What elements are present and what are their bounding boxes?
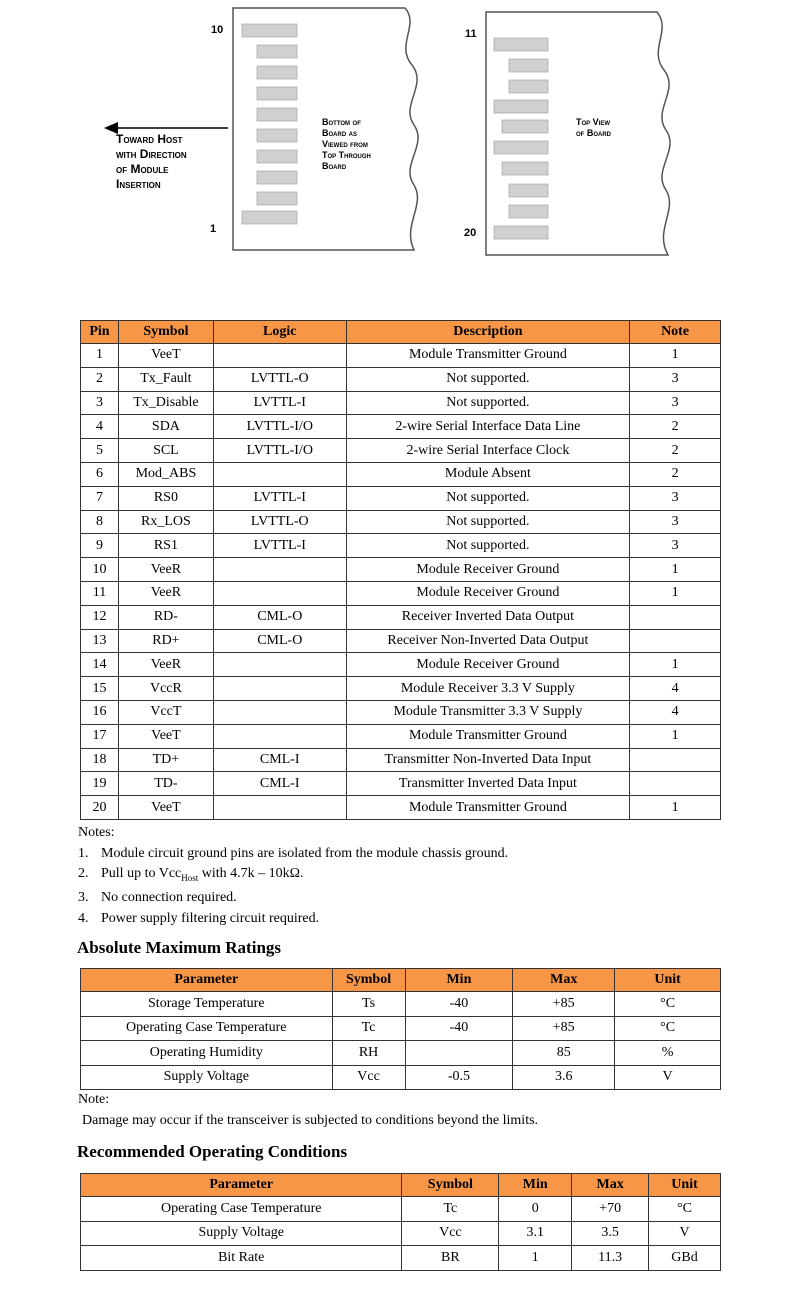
- header-max: Max: [513, 969, 615, 992]
- note-text: No connection required.: [101, 890, 237, 906]
- note-text-pre: Pull up to Vcc: [101, 866, 182, 881]
- right-pin-top-label: 11: [465, 28, 477, 40]
- note-text: Module circuit ground pins are isolated from the module chassis ground.: [101, 845, 509, 861]
- table-cell: 11.3: [572, 1246, 649, 1271]
- table-cell: 2-wire Serial Interface Data Line: [346, 415, 629, 439]
- table-cell: 9: [81, 534, 119, 558]
- table-cell: Bit Rate: [81, 1246, 402, 1271]
- table-row: [81, 1065, 721, 1090]
- table-cell: 16: [81, 700, 119, 724]
- header-min: Min: [405, 969, 513, 992]
- table-cell: Storage Temperature: [81, 992, 333, 1017]
- table-cell: 1: [630, 653, 721, 677]
- table-cell: Module Receiver Ground: [346, 558, 629, 582]
- table-cell: 13: [81, 629, 119, 653]
- table-cell: 4: [630, 677, 721, 701]
- table-cell: CML-O: [213, 605, 346, 629]
- table-row: [81, 367, 721, 391]
- table-cell: Module Transmitter 3.3 V Supply: [346, 700, 629, 724]
- table-row: [81, 439, 721, 463]
- table-cell: 14: [81, 653, 119, 677]
- rec-op-title: Recommended Operating Conditions: [77, 1142, 348, 1161]
- note-number: 4.: [78, 910, 89, 926]
- table-cell: TD-: [118, 772, 213, 796]
- header-note: Note: [630, 321, 721, 344]
- table-cell: BR: [402, 1246, 499, 1271]
- table-cell: 3.5: [572, 1221, 649, 1246]
- left-pin-bottom-label: 1: [210, 223, 217, 235]
- abs-max-table-body: [81, 992, 721, 1090]
- caption-line: Board as: [322, 128, 358, 138]
- pin-definition-table: [80, 320, 721, 820]
- header-description: Description: [346, 321, 629, 344]
- table-cell: Operating Case Temperature: [81, 1197, 402, 1222]
- table-cell: Tx_Fault: [118, 367, 213, 391]
- table-cell: Tc: [332, 1016, 405, 1041]
- table-cell: +85: [513, 1016, 615, 1041]
- table-cell: 2-wire Serial Interface Clock: [346, 439, 629, 463]
- note-text: [101, 864, 304, 888]
- caption-line: of Module: [116, 162, 169, 176]
- table-header-row: [81, 969, 721, 992]
- table-row: [81, 796, 721, 820]
- table-cell: Vcc: [332, 1065, 405, 1090]
- note-text: Power supply filtering circuit required.: [101, 910, 320, 926]
- table-row: [81, 1041, 721, 1066]
- caption-line: Board: [322, 161, 347, 171]
- table-row: [81, 629, 721, 653]
- table-cell: 2: [81, 367, 119, 391]
- header-unit: Unit: [649, 1174, 721, 1197]
- left-board-caption: [322, 117, 371, 172]
- table-cell: CML-I: [213, 772, 346, 796]
- table-cell: %: [615, 1041, 721, 1066]
- table-cell: +85: [513, 992, 615, 1017]
- caption-line: Bottom of: [322, 117, 361, 127]
- right-board-caption: [576, 117, 611, 139]
- table-cell: GBd: [649, 1246, 721, 1271]
- caption-line: Top Through: [322, 150, 371, 160]
- table-row: [81, 344, 721, 368]
- table-cell: [213, 653, 346, 677]
- table-cell: 1: [81, 344, 119, 368]
- table-cell: 2: [630, 415, 721, 439]
- table-cell: 3: [630, 534, 721, 558]
- header-min: Min: [499, 1174, 572, 1197]
- table-cell: 6: [81, 462, 119, 486]
- table-cell: SDA: [118, 415, 213, 439]
- table-cell: Operating Case Temperature: [81, 1016, 333, 1041]
- table-cell: VeeR: [118, 653, 213, 677]
- note-item: [78, 864, 508, 888]
- header-logic: Logic: [213, 321, 346, 344]
- table-cell: 3: [630, 510, 721, 534]
- table-row: [81, 581, 721, 605]
- table-cell: [630, 772, 721, 796]
- table-cell: 1: [630, 724, 721, 748]
- table-cell: VccT: [118, 700, 213, 724]
- table-row: [81, 653, 721, 677]
- note-title: Note:: [78, 1092, 110, 1107]
- rec-op-table: [80, 1173, 721, 1271]
- rec-op-table-body: [81, 1197, 721, 1271]
- table-cell: 18: [81, 748, 119, 772]
- table-cell: RH: [332, 1041, 405, 1066]
- table-cell: 4: [81, 415, 119, 439]
- table-cell: LVTTL-I: [213, 391, 346, 415]
- abs-max-table: [80, 968, 721, 1090]
- table-cell: 11: [81, 581, 119, 605]
- table-cell: Tc: [402, 1197, 499, 1222]
- table-cell: RS1: [118, 534, 213, 558]
- table-cell: Vcc: [402, 1221, 499, 1246]
- table-cell: [213, 700, 346, 724]
- table-cell: [213, 581, 346, 605]
- table-cell: Not supported.: [346, 367, 629, 391]
- left-pin-top-label: 10: [211, 24, 224, 36]
- table-cell: LVTTL-O: [213, 367, 346, 391]
- table-cell: 3.1: [499, 1221, 572, 1246]
- note-number: 2.: [78, 866, 89, 881]
- table-cell: LVTTL-O: [213, 510, 346, 534]
- table-cell: 12: [81, 605, 119, 629]
- table-cell: Module Receiver 3.3 V Supply: [346, 677, 629, 701]
- table-cell: LVTTL-I/O: [213, 439, 346, 463]
- table-cell: [213, 724, 346, 748]
- table-cell: LVTTL-I/O: [213, 415, 346, 439]
- header-symbol: Symbol: [332, 969, 405, 992]
- note-text: Damage may occur if the transceiver is subjected to conditions beyond the limits.: [82, 1112, 539, 1128]
- table-cell: CML-O: [213, 629, 346, 653]
- table-cell: VeeT: [118, 344, 213, 368]
- table-cell: 7: [81, 486, 119, 510]
- note-item: [78, 888, 508, 909]
- table-cell: 85: [513, 1041, 615, 1066]
- table-cell: 10: [81, 558, 119, 582]
- table-row: [81, 391, 721, 415]
- table-cell: 3: [630, 367, 721, 391]
- table-cell: Ts: [332, 992, 405, 1017]
- table-cell: 1: [630, 796, 721, 820]
- table-cell: V: [615, 1065, 721, 1090]
- table-row: [81, 1246, 721, 1271]
- caption-line: Toward Host: [116, 132, 183, 146]
- table-cell: Module Transmitter Ground: [346, 724, 629, 748]
- note-item: [78, 909, 508, 930]
- table-cell: [405, 1041, 513, 1066]
- table-cell: 3: [630, 391, 721, 415]
- pin-table-body: [81, 344, 721, 820]
- header-parameter: Parameter: [81, 1174, 402, 1197]
- table-cell: [213, 344, 346, 368]
- table-cell: [213, 796, 346, 820]
- table-cell: RS0: [118, 486, 213, 510]
- table-row: [81, 510, 721, 534]
- caption-line: Top View: [576, 117, 611, 127]
- table-cell: 8: [81, 510, 119, 534]
- table-cell: 3.6: [513, 1065, 615, 1090]
- host-direction-caption: [116, 132, 187, 192]
- table-cell: Tx_Disable: [118, 391, 213, 415]
- table-row: [81, 677, 721, 701]
- table-row: [81, 1016, 721, 1041]
- table-cell: 2: [630, 462, 721, 486]
- table-row: [81, 700, 721, 724]
- table-cell: VeeR: [118, 558, 213, 582]
- right-pin-bottom-label: 20: [464, 227, 477, 239]
- table-cell: 1: [630, 344, 721, 368]
- table-cell: 20: [81, 796, 119, 820]
- table-cell: CML-I: [213, 748, 346, 772]
- table-cell: 3: [630, 486, 721, 510]
- table-row: [81, 486, 721, 510]
- header-symbol: Symbol: [402, 1174, 499, 1197]
- note-text-post: with 4.7k – 10kΩ.: [198, 866, 304, 881]
- table-cell: Not supported.: [346, 534, 629, 558]
- table-row: [81, 415, 721, 439]
- table-cell: VeeT: [118, 724, 213, 748]
- table-cell: [630, 605, 721, 629]
- table-cell: RD-: [118, 605, 213, 629]
- table-cell: Operating Humidity: [81, 1041, 333, 1066]
- table-row: [81, 772, 721, 796]
- caption-line: Insertion: [116, 177, 161, 191]
- table-cell: Supply Voltage: [81, 1221, 402, 1246]
- table-cell: SCL: [118, 439, 213, 463]
- table-cell: [213, 677, 346, 701]
- table-cell: VeeT: [118, 796, 213, 820]
- table-cell: -40: [405, 1016, 513, 1041]
- table-cell: LVTTL-I: [213, 486, 346, 510]
- table-cell: 17: [81, 724, 119, 748]
- table-row: [81, 605, 721, 629]
- table-cell: Not supported.: [346, 510, 629, 534]
- table-cell: +70: [572, 1197, 649, 1222]
- table-cell: LVTTL-I: [213, 534, 346, 558]
- table-row: [81, 558, 721, 582]
- table-cell: Receiver Inverted Data Output: [346, 605, 629, 629]
- table-cell: [630, 748, 721, 772]
- table-cell: VccR: [118, 677, 213, 701]
- table-cell: Module Transmitter Ground: [346, 344, 629, 368]
- table-cell: Transmitter Non-Inverted Data Input: [346, 748, 629, 772]
- table-cell: [630, 629, 721, 653]
- table-cell: [213, 558, 346, 582]
- pin-notes: [78, 823, 508, 929]
- table-cell: Supply Voltage: [81, 1065, 333, 1090]
- table-cell: 3: [81, 391, 119, 415]
- table-row: [81, 1197, 721, 1222]
- abs-max-note: [78, 1090, 538, 1131]
- header-pin: Pin: [81, 321, 119, 344]
- table-cell: 4: [630, 700, 721, 724]
- header-unit: Unit: [615, 969, 721, 992]
- table-row: [81, 992, 721, 1017]
- table-cell: V: [649, 1221, 721, 1246]
- table-cell: -40: [405, 992, 513, 1017]
- header-max: Max: [572, 1174, 649, 1197]
- notes-title: Notes:: [78, 825, 115, 840]
- table-header-row: [81, 1174, 721, 1197]
- table-cell: 0: [499, 1197, 572, 1222]
- caption-line: Viewed from: [322, 139, 368, 149]
- abs-max-title: Absolute Maximum Ratings: [77, 938, 282, 957]
- table-row: [81, 462, 721, 486]
- table-cell: Not supported.: [346, 486, 629, 510]
- table-cell: Module Receiver Ground: [346, 653, 629, 677]
- table-row: [81, 724, 721, 748]
- table-cell: °C: [615, 1016, 721, 1041]
- table-cell: 19: [81, 772, 119, 796]
- table-cell: -0.5: [405, 1065, 513, 1090]
- table-cell: 1: [630, 558, 721, 582]
- table-cell: 5: [81, 439, 119, 463]
- table-cell: Mod_ABS: [118, 462, 213, 486]
- table-row: [81, 1221, 721, 1246]
- table-cell: TD+: [118, 748, 213, 772]
- table-cell: 15: [81, 677, 119, 701]
- table-cell: Module Transmitter Ground: [346, 796, 629, 820]
- table-cell: Module Absent: [346, 462, 629, 486]
- table-cell: Transmitter Inverted Data Input: [346, 772, 629, 796]
- table-cell: RD+: [118, 629, 213, 653]
- table-cell: °C: [615, 992, 721, 1017]
- note-number: 1.: [78, 845, 89, 861]
- table-row: [81, 534, 721, 558]
- table-row: [81, 748, 721, 772]
- table-cell: Not supported.: [346, 391, 629, 415]
- note-subscript: Host: [181, 872, 199, 883]
- caption-line: of Board: [576, 128, 611, 138]
- table-cell: 1: [499, 1246, 572, 1271]
- note-number: 3.: [78, 890, 89, 906]
- caption-line: with Direction: [116, 147, 187, 161]
- table-cell: °C: [649, 1197, 721, 1222]
- table-cell: VeeR: [118, 581, 213, 605]
- table-cell: [213, 462, 346, 486]
- table-cell: 2: [630, 439, 721, 463]
- table-cell: Module Receiver Ground: [346, 581, 629, 605]
- note-item: [78, 844, 508, 865]
- header-symbol: Symbol: [118, 321, 213, 344]
- table-cell: Receiver Non-Inverted Data Output: [346, 629, 629, 653]
- table-header-row: [81, 321, 721, 344]
- header-parameter: Parameter: [81, 969, 333, 992]
- table-cell: Rx_LOS: [118, 510, 213, 534]
- table-cell: 1: [630, 581, 721, 605]
